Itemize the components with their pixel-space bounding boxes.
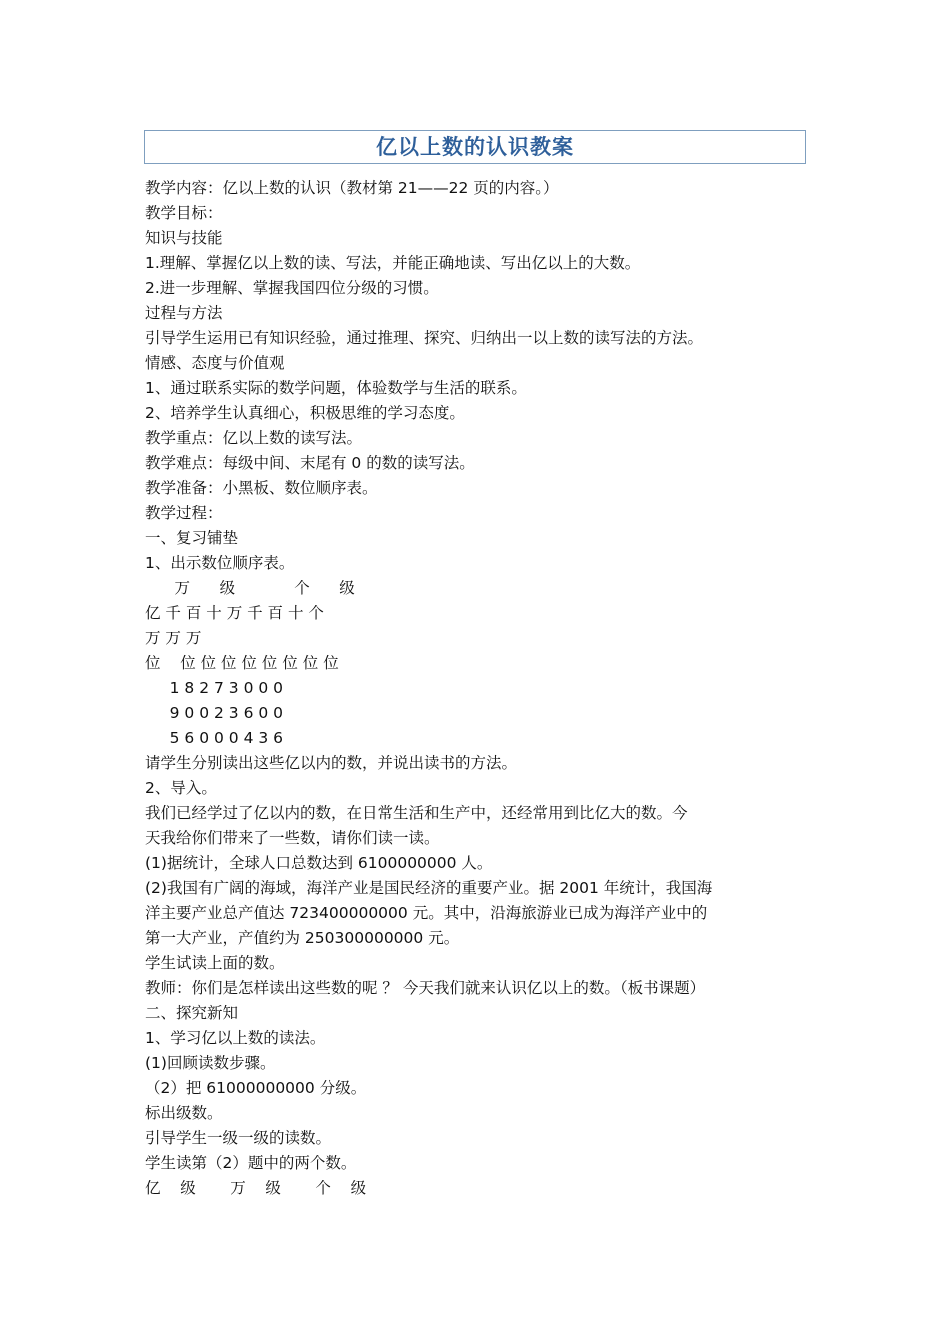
page-title: 亿以上数的认识教案 [376, 134, 574, 159]
place-table-number: 5 6 0 0 0 4 3 6 [145, 729, 284, 747]
place-table-row: 位 位 位 位 位 位 位 位 位 [145, 654, 339, 672]
text-line: (1)据统计，全球人口总数达到 6100000000 人。 [145, 854, 493, 872]
text-line: 2、导入。 [145, 779, 217, 797]
text-line: 2.进一步理解、掌握我国四位分级的习惯。 [145, 279, 439, 297]
text-line: 教学内容：亿以上数的认识（教材第 21——22 页的内容。） [145, 179, 559, 197]
text-line: 教师：你们是怎样读出这些数的呢 ？ 今天我们就来认识亿以上的数。（板书课题） [145, 979, 706, 997]
text-line: 引导学生一级一级的读数。 [145, 1129, 332, 1147]
place-table-number: 9 0 0 2 3 6 0 0 [145, 704, 284, 722]
text-line: 二、探究新知 [145, 1004, 239, 1022]
text-line: 知识与技能 [145, 229, 223, 247]
text-line: 1、通过联系实际的数学问题，体验数学与生活的联系。 [145, 379, 527, 397]
text-line: 洋主要产业总产值达 723400000000 元。其中，沿海旅游业已成为海洋产业中的 [145, 904, 708, 922]
place-table-row: 亿 千 百 十 万 千 百 十 个 [145, 604, 324, 622]
text-line: 1、出示数位顺序表。 [145, 554, 295, 572]
text-line: 学生试读上面的数。 [145, 954, 285, 972]
text-line: 教学重点：亿以上数的读写法。 [145, 429, 363, 447]
document-body [145, 176, 810, 1201]
text-line: 教学准备：小黑板、数位顺序表。 [145, 479, 378, 497]
text-line: 一、复习铺垫 [145, 529, 239, 547]
level-row: 亿 级 万 级 个 级 [145, 1179, 367, 1197]
text-line: 情感、态度与价值观 [145, 354, 285, 372]
text-line: 天我给你们带来了一些数，请你们读一读。 [145, 829, 440, 847]
text-line: 我们已经学过了亿以内的数，在日常生活和生产中，还经常用到比亿大的数。今 [145, 804, 688, 822]
place-value-table [145, 576, 810, 751]
text-line: (1)回顾读数步骤。 [145, 1054, 276, 1072]
text-line: 2、培养学生认真细心，积极思维的学习态度。 [145, 404, 465, 422]
text-line: (2)我国有广阔的海域，海洋产业是国民经济的重要产业。据 2001 年统计，我国海 [145, 879, 713, 897]
text-line: 过程与方法 [145, 304, 223, 322]
text-line: 教学难点：每级中间、末尾有 0 的数的读写法。 [145, 454, 475, 472]
place-table-header: 万 级 个 级 [145, 579, 355, 597]
text-line: 标出级数。 [145, 1104, 223, 1122]
text-line: （2）把 61000000000 分级。 [145, 1079, 367, 1097]
text-line: 1.理解、掌握亿以上数的读、写法，并能正确地读、写出亿以上的大数。 [145, 254, 641, 272]
text-line: 教学目标： [145, 204, 223, 222]
text-line: 教学过程： [145, 504, 223, 522]
place-table-row: 万 万 万 [145, 629, 202, 647]
place-table-number: 1 8 2 7 3 0 0 0 [145, 679, 284, 697]
text-line: 1、学习亿以上数的读法。 [145, 1029, 326, 1047]
text-line: 学生读第（2）题中的两个数。 [145, 1154, 357, 1172]
text-line: 引导学生运用已有知识经验，通过推理、探究、归纳出一以上数的读写法的方法。 [145, 329, 704, 347]
text-line: 请学生分别读出这些亿以内的数，并说出读书的方法。 [145, 754, 518, 772]
text-line: 第一大产业，产值约为 250300000000 元。 [145, 929, 460, 947]
title-box [144, 130, 806, 164]
